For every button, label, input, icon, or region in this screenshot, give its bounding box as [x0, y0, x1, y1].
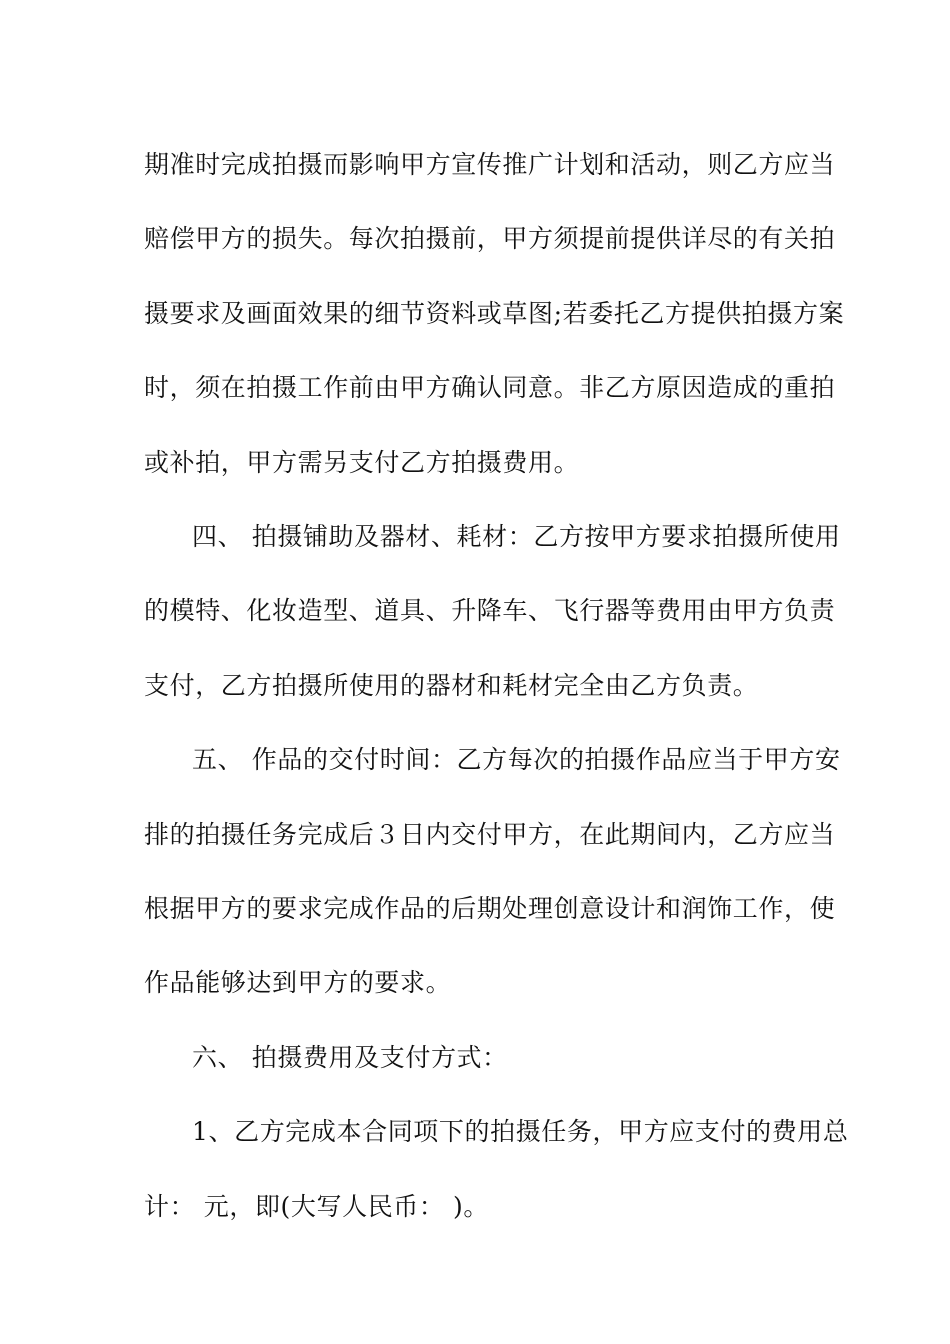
paragraph-section-6 [144, 1021, 808, 1095]
text-line: 排的拍摄任务完成后３日内交付甲方，在此期间内，乙方应当 [144, 819, 836, 849]
text-line: 六、 拍摄费用及支付方式： [192, 1042, 508, 1072]
text-line: 或补拍，甲方需另支付乙方拍摄费用。 [144, 447, 580, 477]
paragraph-item-1 [144, 1095, 849, 1244]
paragraph-section-5 [144, 723, 841, 1021]
paragraph-continuation [144, 128, 845, 500]
text-line: 根据甲方的要求完成作品的后期处理创意设计和润饰工作，使 [144, 894, 836, 924]
text-line: 四、 拍摄铺助及器材、耗材：乙方按甲方要求拍摄所使用 [192, 522, 841, 552]
text-line: 五、 作品的交付时间：乙方每次的拍摄作品应当于甲方安 [192, 745, 841, 775]
text-line: 的模特、化妆造型、道具、升降车、飞行器等费用由甲方负责 [144, 596, 836, 626]
text-line: 摄要求及画面效果的细节资料或草图;若委托乙方提供拍摄方案 [144, 298, 845, 328]
text-line: 计： 元，即(大写人民币： )。 [144, 1191, 490, 1221]
text-line: 作品能够达到甲方的要求。 [144, 968, 452, 998]
text-line: 赔偿甲方的损失。每次拍摄前，甲方须提前提供详尽的有关拍 [144, 224, 836, 254]
text-line: 1、乙方完成本合同项下的拍摄任务，甲方应支付的费用总 [192, 1117, 849, 1147]
document-body [144, 128, 849, 1244]
text-line: 期准时完成拍摄而影响甲方宣传推广计划和活动，则乙方应当 [144, 150, 836, 179]
text-line: 支付，乙方拍摄所使用的器材和耗材完全由乙方负责。 [144, 670, 759, 700]
paragraph-section-4 [144, 500, 841, 723]
text-line: 时，须在拍摄工作前由甲方确认同意。非乙方原因造成的重拍 [144, 373, 836, 403]
